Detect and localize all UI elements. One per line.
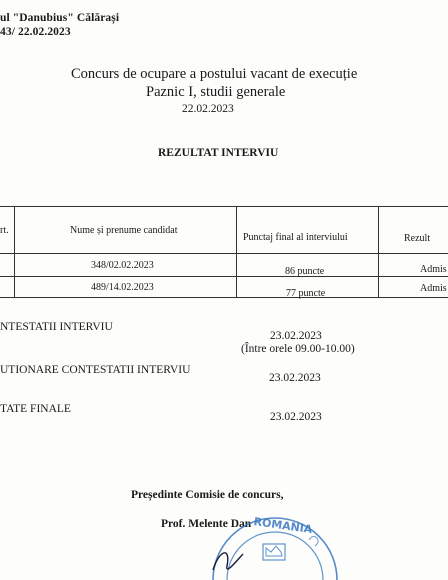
competition-title: Concurs de ocupare a postului vacant de execuție [71, 66, 358, 82]
schedule-note: (Între orele 09.00-10.00) [241, 343, 355, 355]
candidate-score: 86 puncte [285, 266, 325, 277]
registration-number: 43/ 22.02.2023 [0, 26, 71, 38]
candidate-id: 348/02.02.2023 [91, 260, 154, 271]
institution-name: ul "Danubius" Călărași [0, 12, 120, 24]
schedule-label: TATE FINALE [0, 403, 71, 415]
competition-date: 22.02.2023 [182, 103, 234, 115]
column-header-candidate: Nume și prenume candidat [70, 225, 178, 236]
schedule-date: 23.02.2023 [270, 330, 322, 342]
schedule-date: 23.02.2023 [270, 411, 322, 423]
stamp-text: ROMANIA [252, 515, 314, 537]
stamp-seal-icon [205, 500, 405, 580]
column-header-number: rt. [0, 225, 9, 236]
result-heading: REZULTAT INTERVIU [158, 147, 279, 159]
schedule-label: UTIONARE CONTESTATII INTERVIU [0, 364, 191, 376]
column-header-score: Punctaj final al interviului [243, 232, 348, 243]
candidate-id: 489/14.02.2023 [91, 282, 154, 293]
candidate-score: 77 puncte [286, 288, 326, 299]
position-title: Paznic I, studii generale [146, 84, 286, 100]
candidate-result: Admis [420, 283, 447, 294]
candidate-result: Admis [420, 264, 447, 275]
commission-president-role: Președinte Comisie de concurs, [131, 489, 284, 501]
column-header-result: Rezult [404, 233, 431, 244]
commission-president-name: Prof. Melente Dan [161, 518, 252, 530]
schedule-label: NTESTATII INTERVIU [0, 321, 113, 333]
schedule-date: 23.02.2023 [269, 372, 321, 384]
